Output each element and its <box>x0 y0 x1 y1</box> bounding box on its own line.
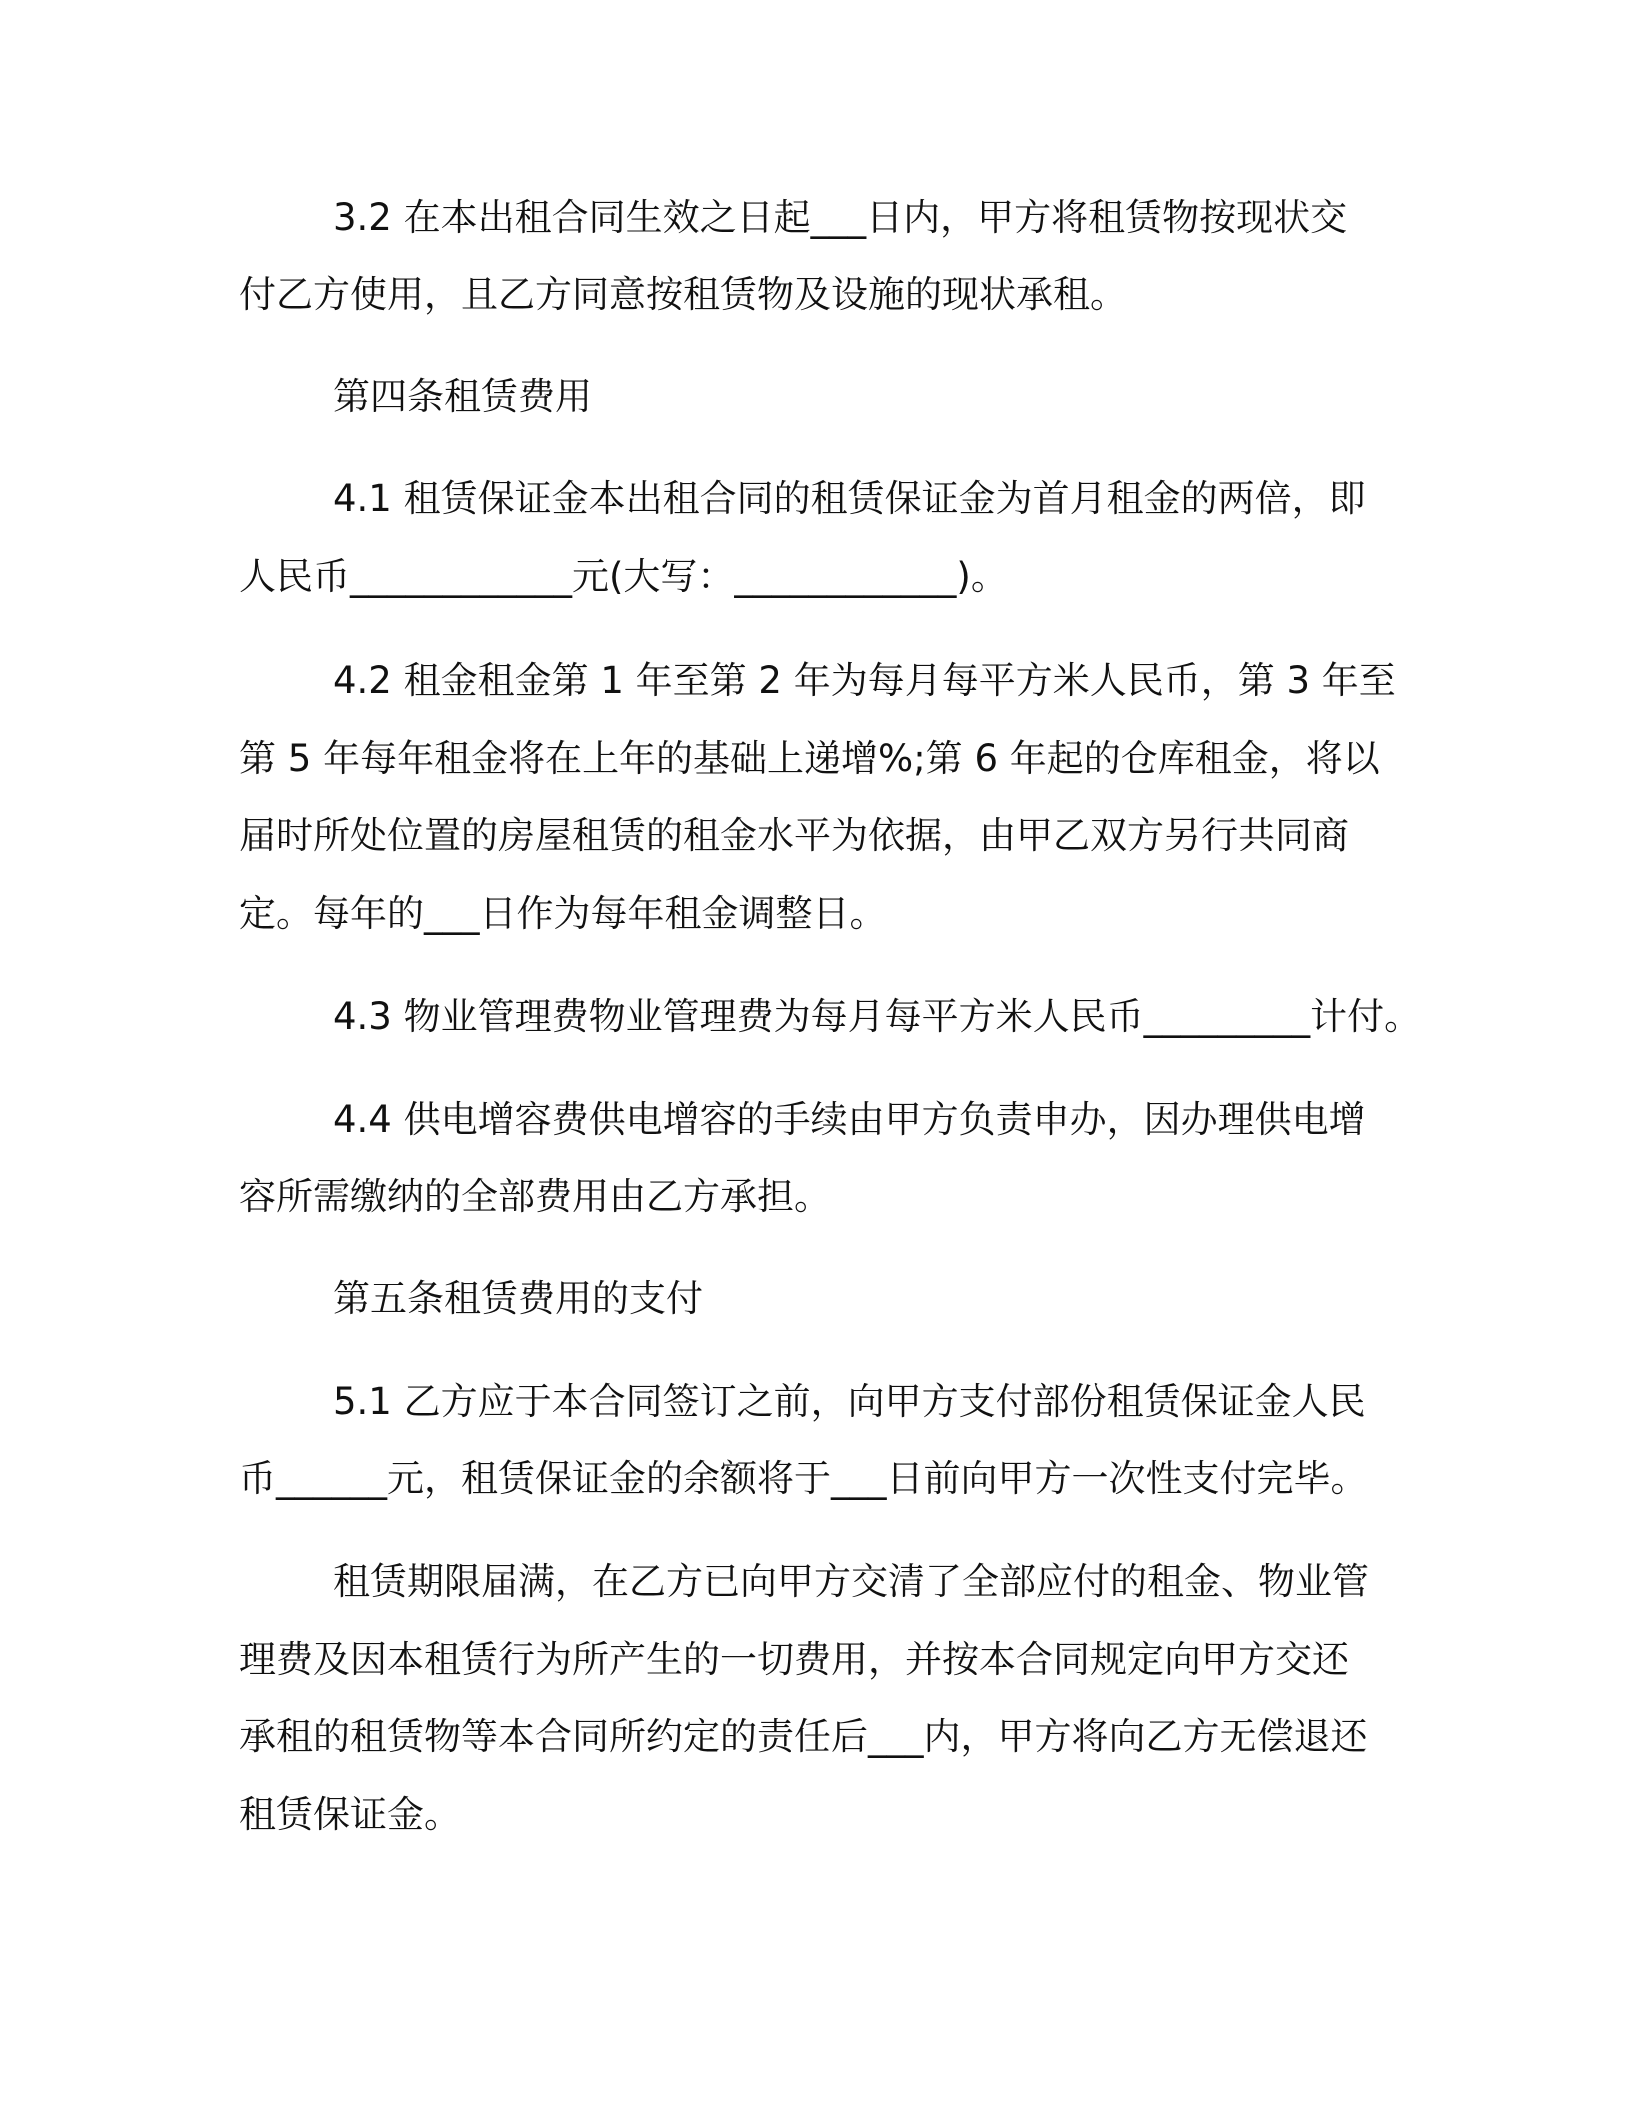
section-heading: 第五条租赁费用的支付 <box>333 1277 703 1320</box>
text-line: 容所需缴纳的全部费用由乙方承担。 <box>239 1175 831 1218</box>
text-line: 币______元，租赁保证金的余额将于___日前向甲方一次性支付完毕。 <box>239 1457 1368 1500</box>
text-line: 4.3 物业管理费物业管理费为每月每平方米人民币_________计付。 <box>333 995 1422 1038</box>
section-heading: 第四条租赁费用 <box>333 375 592 418</box>
text-line: 付乙方使用，且乙方同意按租赁物及设施的现状承租。 <box>239 273 1127 316</box>
text-line: 理费及因本租赁行为所产生的一切费用，并按本合同规定向甲方交还 <box>239 1638 1349 1681</box>
text-line: 人民币____________元(大写：____________)。 <box>239 555 1008 598</box>
text-line: 租赁保证金。 <box>239 1793 461 1836</box>
text-line: 3.2 在本出租合同生效之日起___日内，甲方将租赁物按现状交 <box>333 196 1348 239</box>
text-line: 4.1 租赁保证金本出租合同的租赁保证金为首月租金的两倍，即 <box>333 477 1366 520</box>
text-line: 5.1 乙方应于本合同签订之前，向甲方支付部份租赁保证金人民 <box>333 1380 1366 1423</box>
text-line: 定。每年的___日作为每年租金调整日。 <box>239 892 887 935</box>
text-line: 第 5 年每年租金将在上年的基础上递增%;第 6 年起的仓库租金，将以 <box>239 737 1380 780</box>
text-line: 4.2 租金租金第 1 年至第 2 年为每月每平方米人民币，第 3 年至 <box>333 659 1396 702</box>
text-line: 届时所处位置的房屋租赁的租金水平为依据，由甲乙双方另行共同商 <box>239 814 1349 857</box>
text-line: 4.4 供电增容费供电增容的手续由甲方负责申办，因办理供电增 <box>333 1098 1366 1141</box>
text-line: 承租的租赁物等本合同所约定的责任后___内，甲方将向乙方无偿退还 <box>239 1715 1368 1758</box>
text-line: 租赁期限届满，在乙方已向甲方交清了全部应付的租金、物业管 <box>333 1560 1369 1603</box>
